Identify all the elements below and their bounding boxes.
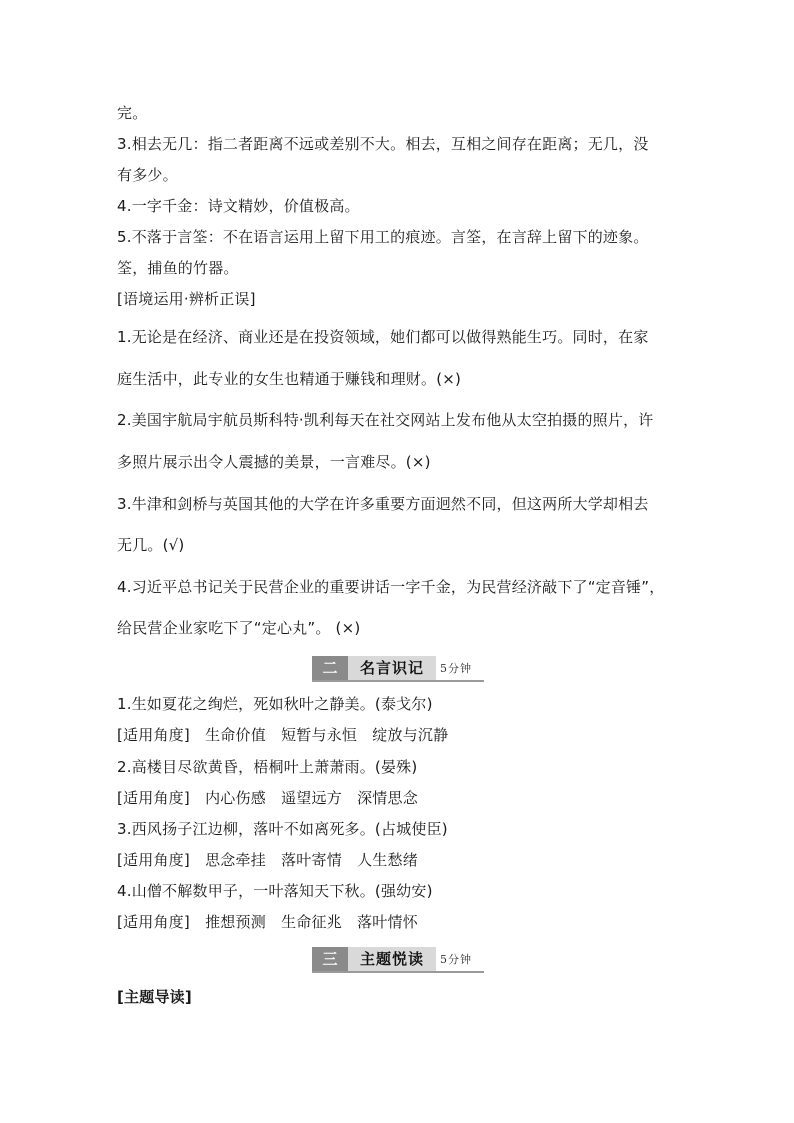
text-line: 5.不落于言筌：不在语言运用上留下用工的痕迹。言筌，在言辞上留下的迹象。 <box>117 228 649 246</box>
angle-line: [适用角度] 生命价值 短暂与永恒 绽放与沉静 <box>117 726 449 744</box>
section-banner-3 <box>312 947 484 973</box>
exercise-line: 4.习近平总书记关于民营企业的重要讲话一字千金，为民营经济敲下了“定音锤”， <box>117 578 665 596</box>
exercise-line: 无几。(√) <box>117 536 185 554</box>
guide-label: [主题导读] <box>117 988 192 1006</box>
section-banner-2 <box>312 656 484 682</box>
text-line: 3.相去无几：指二者距离不远或差别不大。相去，互相之间存在距离；无几，没 <box>117 135 649 153</box>
banner-title: 名言识记 <box>348 656 436 680</box>
banner-time: 5分钟 <box>440 662 472 675</box>
text-line: 完。 <box>117 104 148 122</box>
section-label: [语境运用·辨析正误] <box>117 290 256 308</box>
banner-number: 二 <box>312 656 348 680</box>
banner-title: 主题悦读 <box>348 947 436 971</box>
exercise-line: 1.无论是在经济、商业还是在投资领域，她们都可以做得熟能生巧。同时，在家 <box>117 328 649 346</box>
quote-line: 2.高楼目尽欲黄昏，梧桐叶上萧萧雨。(晏殊) <box>117 758 418 776</box>
angle-line: [适用角度] 思念牵挂 落叶寄情 人生愁绪 <box>117 851 418 869</box>
exercise-line: 2.美国宇航局宇航员斯科特·凯利每天在社交网站上发布他从太空拍摄的照片，许 <box>117 411 654 429</box>
banner-time: 5分钟 <box>440 953 472 966</box>
text-line: 4.一字千金：诗文精妙，价值极高。 <box>117 197 360 215</box>
angle-line: [适用角度] 推想预测 生命征兆 落叶情怀 <box>117 913 418 931</box>
banner-rule <box>312 971 484 973</box>
angle-line: [适用角度] 内心伤感 遥望远方 深情思念 <box>117 789 418 807</box>
text-line: 筌，捕鱼的竹器。 <box>117 259 239 277</box>
quote-line: 3.西风扬子江边柳，落叶不如离死多。(占城使臣) <box>117 820 448 838</box>
quote-line: 1.生如夏花之绚烂，死如秋叶之静美。(泰戈尔) <box>117 695 433 713</box>
quote-line: 4.山僧不解数甲子，一叶落知天下秋。(强幼安) <box>117 882 433 900</box>
exercise-line: 3.牛津和剑桥与英国其他的大学在许多重要方面迥然不同，但这两所大学却相去 <box>117 495 649 513</box>
exercise-line: 给民营企业家吃下了“定心丸”。 (×) <box>117 619 361 637</box>
banner-number: 三 <box>312 947 348 971</box>
text-line: 有多少。 <box>117 166 178 184</box>
exercise-line: 庭生活中，此专业的女生也精通于赚钱和理财。(×) <box>117 370 462 388</box>
banner-rule <box>312 680 484 682</box>
exercise-line: 多照片展示出令人震撼的美景，一言难尽。(×) <box>117 453 431 471</box>
